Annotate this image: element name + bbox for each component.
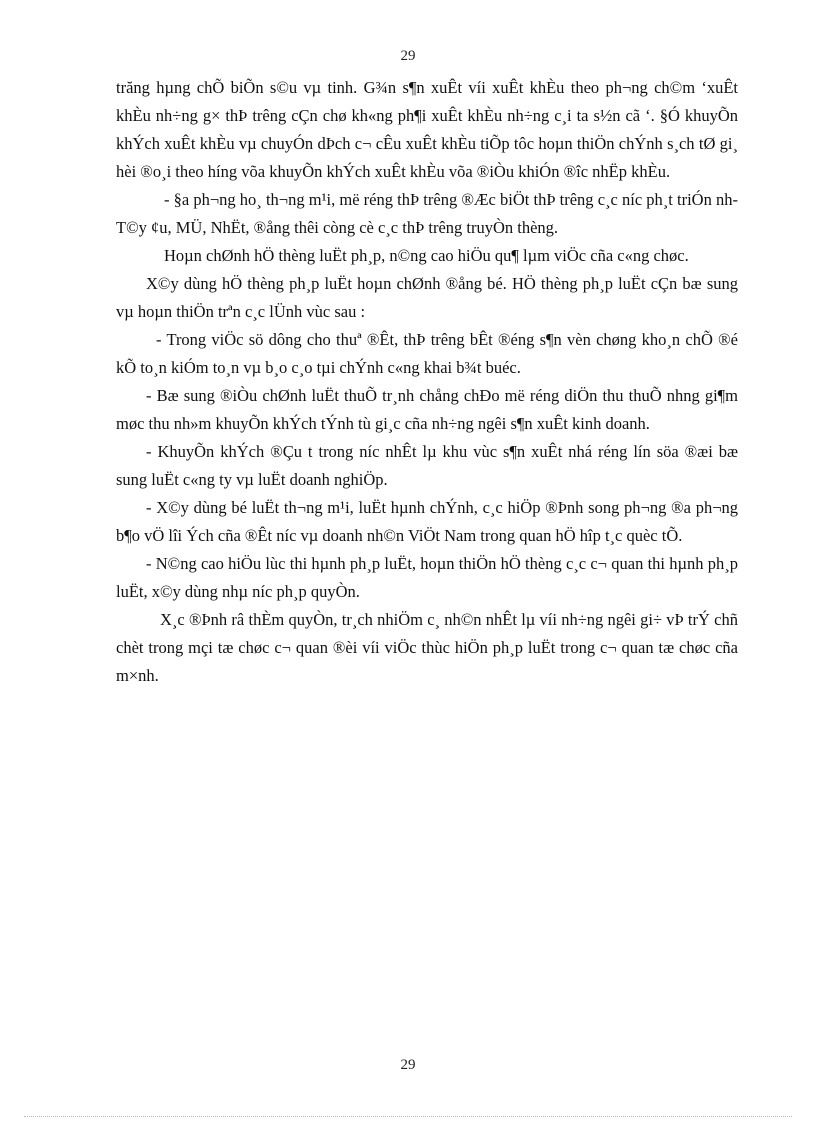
paragraph-legal-framework: X©y dùng hÖ thèng ph¸p luËt hoµn chØnh ®ång bé. HÖ thèng ph¸p luËt cÇn bæ sung vµ hoµn thiÖn trªn c¸c lÜnh vùc sau : — [116, 274, 738, 321]
page-number-bottom: 29 — [400, 1057, 416, 1073]
list-item-tax-law: - Bæ sung ®iÒu chØnh luËt thuÕ tr¸nh chång chÐo më réng diÖn thu thuÕ nhng gi¶m møc thu nh»m khuyÕn khÝch tÝnh tù gi¸c cña nh÷ng ngêi s¶n xuÊt kinh doanh. — [116, 386, 738, 433]
list-item-commercial-law: - X©y dùng bé luËt th¬ng m¹i, luËt hµnh chÝnh, c¸c hiÖp ®Þnh song ph¬ng ®a ph¬ng b¶o vÖ lîi Ých cña ®Êt níc vµ doanh nh©n ViÖt Nam trong quan hÖ hîp t¸c quèc tÕ. — [116, 498, 738, 545]
paragraph-export-policy: trăng hµng chÕ biÕn s©u vµ tinh. G¾n s¶n xuÊt víi xuÊt khÈu theo ph¬ng ch©m ‘xuÊt khÈu nh÷ng g× thÞ trêng cÇn chø kh«ng ph¶i xuÊt khÈu nh÷ng c¸i ta s½n cã ‘. §Ó khuyÕn khÝch xuÊt khÈu vµ chuyÓn dÞch c¬ cÊu xuÊt khÈu tiÕp tôc hoµn thiÖn chÝnh s¸ch tØ gi¸ hèi ®o¸i theo híng võa khuyÕn khÝch xuÊt khÈu võa ®iÒu khiÓn ®îc nhËp khÈu. — [116, 78, 738, 181]
paragraph-trade-diversification: - §a ph¬ng ho¸ th¬ng m¹i, më réng thÞ trêng ®Æc biÖt thÞ trêng c¸c níc ph¸t triÓn nh T©y ¢u, MÜ, NhËt, ®ång thêi còng cè c¸c thÞ trêng truyÒn thèng. — [116, 190, 738, 237]
page-number-top: 29 — [400, 48, 416, 64]
paragraph-responsibility: X¸c ®Þnh râ thÈm quyÒn, tr¸ch nhiÖm c¸ nh©n nhÊt lµ víi nh÷ng ngêi gi÷ vÞ trÝ chñ chèt trong mçi tæ chøc c¬ quan ®èi víi viÖc thùc hiÖn ph¸p luËt trong c¬ quan tæ chøc cña m×nh. — [116, 610, 738, 685]
list-item-investment: - KhuyÕn khÝch ®Çu t trong níc nhÊt lµ khu vùc s¶n xuÊt nhá réng lín söa ®æi bæ sung luËt c«ng ty vµ luËt doanh nghiÖp. — [116, 442, 738, 489]
paragraph-legal-system-heading: Hoµn chØnh hÖ thèng luËt ph¸p, n©ng cao hiÖu qu¶ lµm viÖc cña c«ng chøc. — [164, 246, 689, 265]
list-item-land-lease: - Trong viÖc sö dông cho thuª ®Êt, thÞ trêng bÊt ®éng s¶n vèn chøng kho¸n chÕ ®é kÕ to¸n kiÓm to¸n vµ b¸o c¸o tµi chÝnh c«ng khai b¾t buéc. — [116, 330, 738, 377]
page-bottom-divider — [24, 1116, 792, 1117]
body-text — [116, 74, 738, 690]
list-item-law-enforcement: - N©ng cao hiÖu lùc thi hµnh ph¸p luËt, hoµn thiÖn hÖ thèng c¸c c¬ quan thi hµnh ph¸p luËt, x©y dùng nhµ níc ph¸p quyÒn. — [116, 554, 738, 601]
